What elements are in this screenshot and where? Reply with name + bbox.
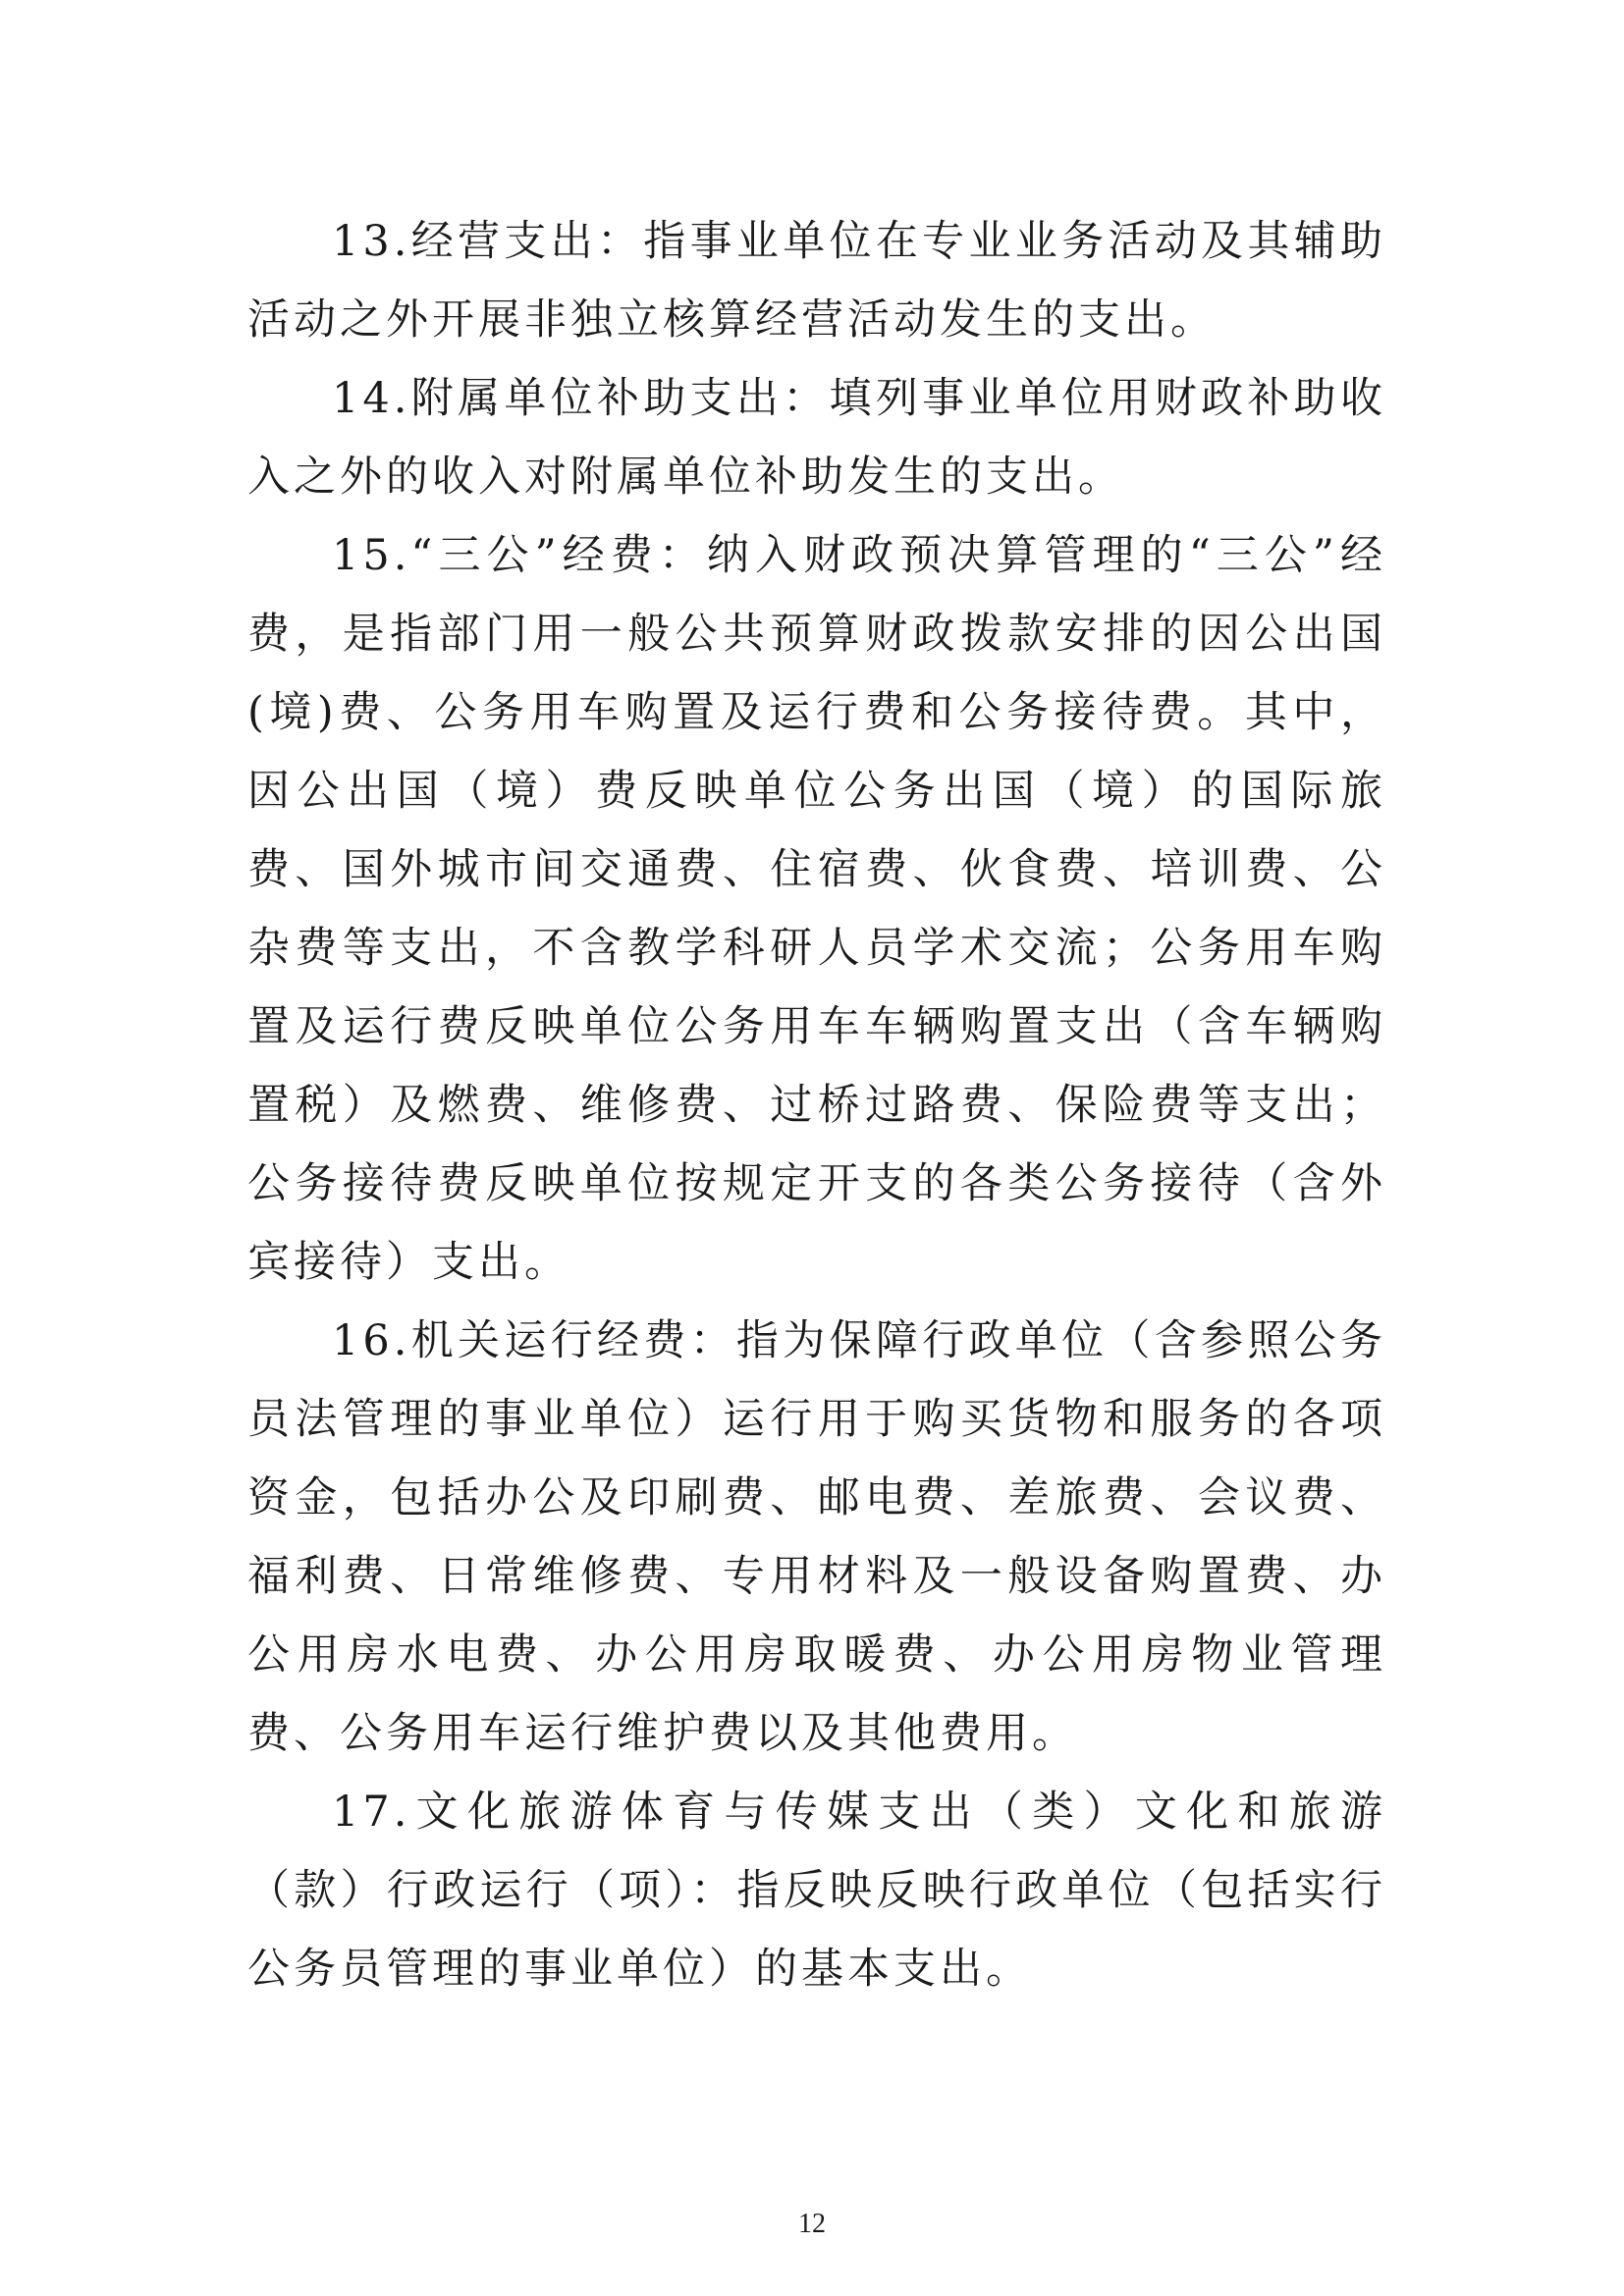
paragraph-14-subsidiary-unit-subsidy: 14.附属单位补助支出：填列事业单位用财政补助收入之外的收入对附属单位补助发生的支出。 <box>247 374 1386 502</box>
paragraph-15-three-public-expenses: 15.“三公”经费：纳入财政预决算管理的“三公”经费，是指部门用一般公共预算财政拨款安排的因公出国(境)费、公务用车购置及运行费和公务接待费。其中，因公出国（境）费反映单位公务出国（境）的国际旅费、国外城市间交通费、住宿费、伙食费、培训费、公杂费等支出，不含教学科研人员学术交流；公务用车购置及运行费反映单位公务用车车辆购置支出（含车辆购置税）及燃费、维修费、过桥过路费、保险费等支出；公务接待费反映单位按规定开支的各类公务接待（含外宾接待）支出。 <box>247 531 1386 1287</box>
document-body <box>247 202 1386 2008</box>
paragraph-16-agency-operating-funds: 16.机关运行经费：指为保障行政单位（含参照公务员法管理的事业单位）运行用于购买货物和服务的各项资金，包括办公及印刷费、邮电费、差旅费、会议费、福利费、日常维修费、专用材料及一般设备购置费、办公用房水电费、办公用房取暖费、办公用房物业管理费、公务用车运行维护费以及其他费用。 <box>247 1316 1386 1758</box>
page-number: 12 <box>798 2209 826 2239</box>
paragraph-17-culture-tourism-expenditure: 17.文化旅游体育与传媒支出（类）文化和旅游（款）行政运行（项）：指反映反映行政单位（包括实行公务员管理的事业单位）的基本支出。 <box>247 1788 1386 1994</box>
paragraph-13-operating-expenditure: 13.经营支出：指事业单位在专业业务活动及其辅助活动之外开展非独立核算经营活动发生的支出。 <box>247 217 1386 345</box>
